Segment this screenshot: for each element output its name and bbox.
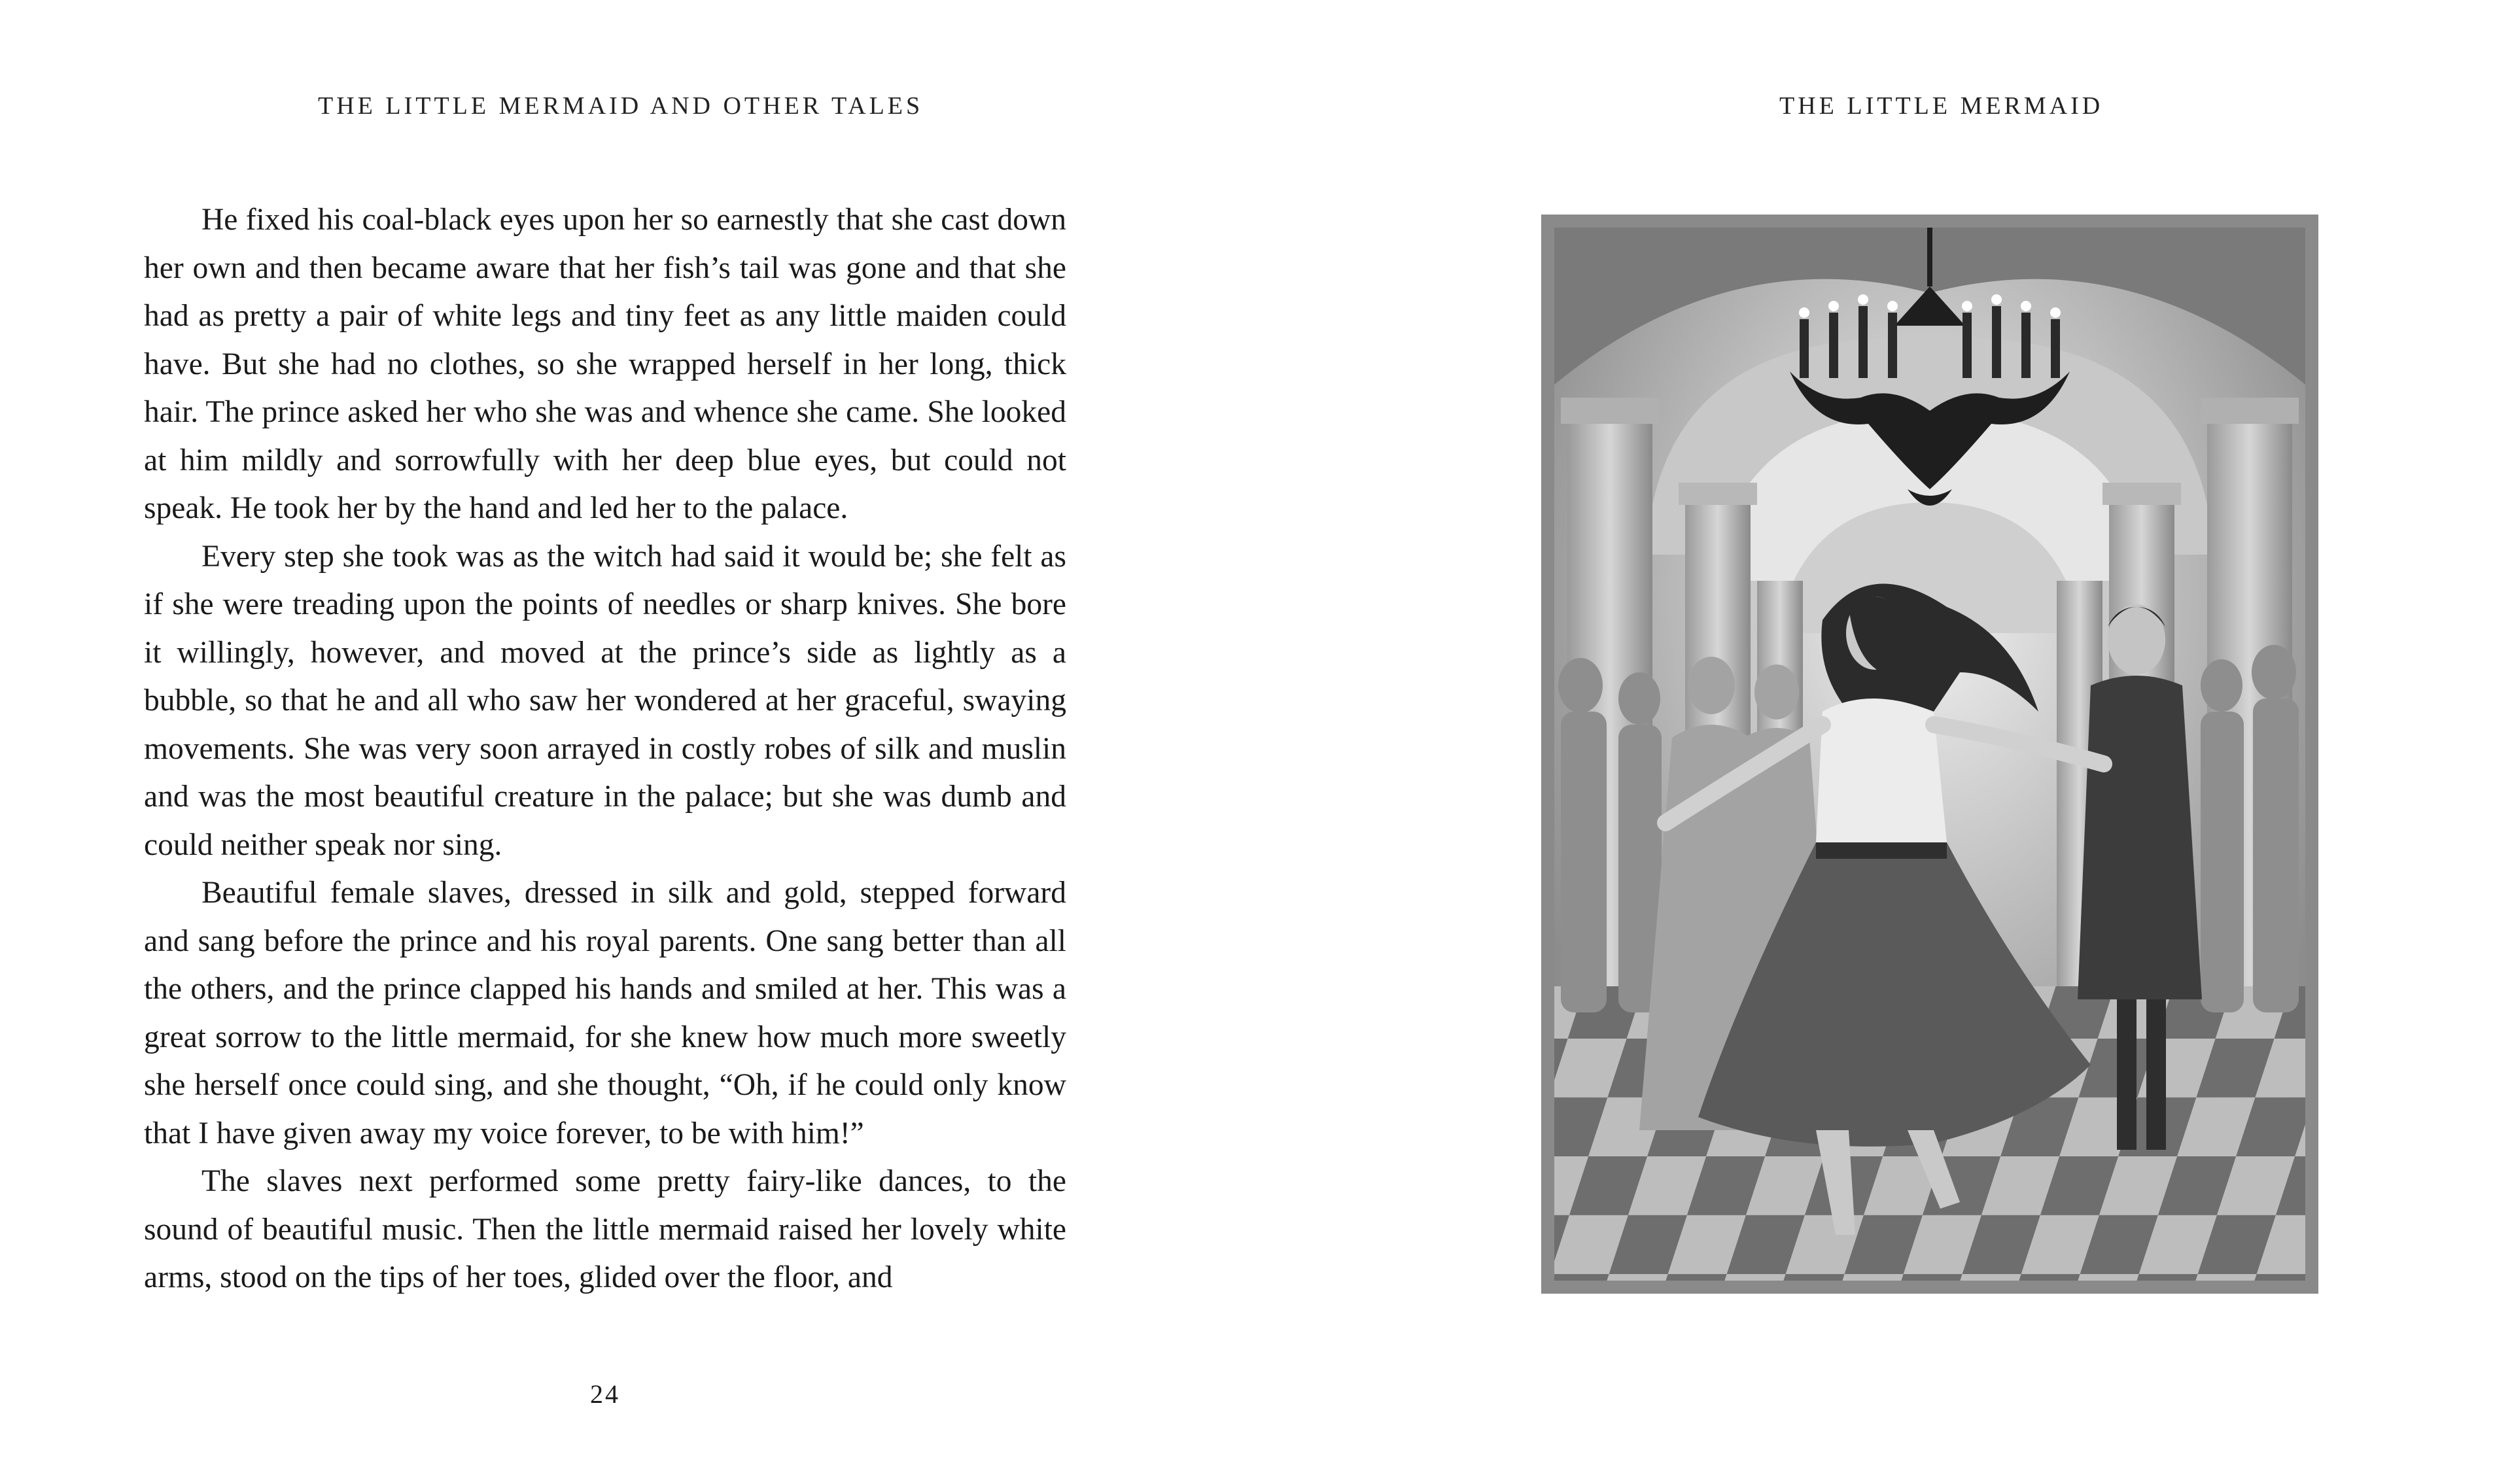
- running-head-right: THE LITTLE MERMAID: [1779, 92, 2104, 120]
- ballroom-illustration: [1541, 215, 2318, 1294]
- paragraph-3: Beautiful female slaves, dressed in silk and gold, stepped forward and sang before the prince and his royal parents. One sang better than all the others, and the prince clapped his hands and smiled at her. This was a great sorrow to the little mermaid, for she knew how much more sweetly she herself once could sing, and she thought, “Oh, if he could only know that I have given away my voice forever, to be with him!”: [144, 876, 1066, 1150]
- body-text: [144, 196, 1066, 1302]
- page-number: 24: [590, 1379, 620, 1409]
- ballroom-illustration-art: [1541, 215, 2318, 1294]
- paragraph-4: The slaves next performed some pretty fairy-like dances, to the sound of beautiful music. Then the little mermaid raised her lovely white arms, stood on the tips of her toes, glided over the floor, and: [144, 1164, 1066, 1294]
- paragraph-1: He fixed his coal-black eyes upon her so earnestly that she cast down her own and then became aware that her fish’s tail was gone and that she had as pretty a pair of white legs and tiny feet as any little maiden could have. But she had no clothes, so she wrapped herself in her long, thick hair. The prince asked her who she was and whence she came. She looked at him mildly and sorrowfully with her deep blue eyes, but could not speak. He took her by the hand and led her to the palace.: [144, 203, 1066, 525]
- right-page: [1256, 0, 2512, 1484]
- paragraph-2: Every step she took was as the witch had said it would be; she felt as if she were treading upon the points of needles or sharp knives. She bore it willingly, however, and moved at the prince’s side as lightly as a bubble, so that he and all who saw her wondered at her graceful, swaying movements. She was very soon arrayed in costly robes of silk and muslin and was the most beautiful creature in the palace; but she was dumb and could neither speak nor sing.: [144, 539, 1066, 862]
- running-head-left: THE LITTLE MERMAID AND OTHER TALES: [318, 92, 924, 120]
